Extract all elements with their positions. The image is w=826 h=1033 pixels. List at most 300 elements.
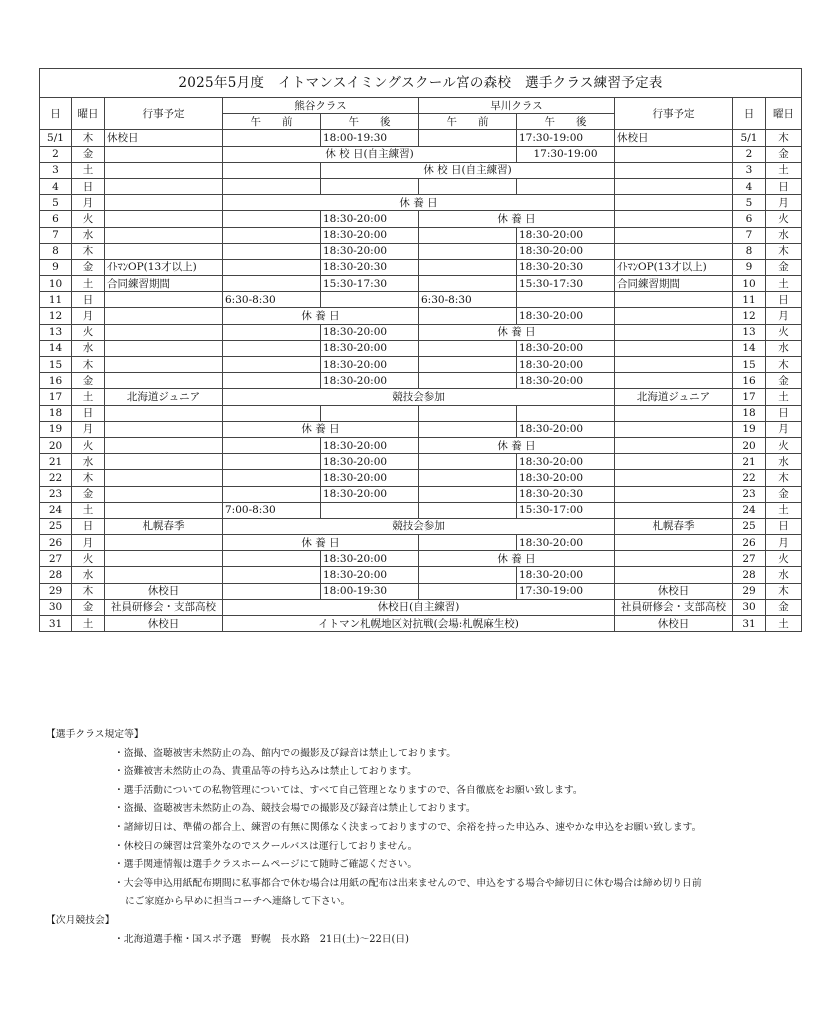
rule-item: ・盗難被害未然防止の為、貴重品等の持ち込みは禁止しております。 [114,766,417,778]
day-cell: 3 [40,162,72,178]
col-hayakawa-am: 午 前 [419,114,517,130]
kumagai-pm-cell: 18:00-19:30 [321,130,419,146]
day-cell: 27 [40,551,72,567]
next-meet-item: ・北海道選手権・国スポ予選 野幌 長水路 21日(土)～22日(日) [114,933,409,945]
closed-span-cell: 休 校 日(自主練習) [321,162,615,178]
weekday-cell: 水 [72,340,105,356]
weekday-cell: 水 [72,227,105,243]
day-right-cell: 14 [733,340,766,356]
weekday-cell: 日 [72,405,105,421]
event-cell: 合同練習期間 [105,276,223,292]
day-right-cell: 29 [733,583,766,599]
table-row [40,567,802,583]
day-cell: 31 [40,616,72,632]
day-cell: 30 [40,599,72,615]
weekday-right-cell: 月 [766,195,802,211]
event-cell [105,535,223,551]
event-right-cell [615,308,733,324]
day-right-cell: 18 [733,405,766,421]
hayakawa-pm-cell: 18:30-20:00 [517,308,615,324]
table-row [40,178,802,194]
event-cell [105,211,223,227]
day-right-cell: 31 [733,616,766,632]
kumagai-pm-cell [321,292,419,308]
table-row [40,243,802,259]
hayakawa-am-cell [419,178,517,194]
day-right-cell: 26 [733,535,766,551]
event-right-cell [615,162,733,178]
event-cell [105,243,223,259]
day-cell: 5/1 [40,130,72,146]
day-right-cell: 22 [733,470,766,486]
event-cell [105,357,223,373]
event-right-cell [615,502,733,518]
weekday-cell: 金 [72,259,105,275]
hayakawa-pm-cell: 18:30-20:00 [517,373,615,389]
hayakawa-am-cell [419,535,517,551]
all-classes-cell: 競技会参加 [223,389,615,405]
kumagai-am-cell [223,470,321,486]
day-right-cell: 20 [733,437,766,453]
kumagai-pm-cell: 18:30-20:00 [321,340,419,356]
weekday-cell: 水 [72,567,105,583]
day-cell: 13 [40,324,72,340]
kumagai-am-cell [223,243,321,259]
event-cell [105,486,223,502]
table-row [40,373,802,389]
day-right-cell: 17 [733,389,766,405]
event-right-cell [615,535,733,551]
hayakawa-pm-cell: 17:30-19:00 [517,583,615,599]
table-row [40,340,802,356]
hayakawa-pm-cell: 15:30-17:00 [517,502,615,518]
hayakawa-pm-cell [517,292,615,308]
kumagai-am-cell: 6:30-8:30 [223,292,321,308]
day-cell: 21 [40,454,72,470]
kumagai-am-cell [223,130,321,146]
weekday-cell: 木 [72,470,105,486]
col-weekday-right: 曜日 [766,98,802,130]
day-right-cell: 2 [733,146,766,162]
weekday-right-cell: 金 [766,259,802,275]
kumagai-am-cell [223,357,321,373]
day-cell: 20 [40,437,72,453]
event-right-cell [615,146,733,162]
weekday-right-cell: 水 [766,454,802,470]
table-row [40,259,802,275]
day-right-cell: 25 [733,518,766,534]
event-right-cell [615,567,733,583]
hayakawa-pm-cell [517,178,615,194]
day-cell: 25 [40,518,72,534]
weekday-right-cell: 土 [766,389,802,405]
day-cell: 12 [40,308,72,324]
kumagai-am-cell [223,178,321,194]
weekday-cell: 月 [72,308,105,324]
event-cell: 北海道ジュニア [105,389,223,405]
hayakawa-rest-cell: 休 養 日 [419,211,615,227]
hayakawa-am-cell: 6:30-8:30 [419,292,517,308]
day-right-cell: 12 [733,308,766,324]
weekday-cell: 日 [72,178,105,194]
event-cell [105,308,223,324]
kumagai-pm-cell [321,178,419,194]
hayakawa-pm-cell: 15:30-17:30 [517,276,615,292]
table-row [40,211,802,227]
day-right-cell: 10 [733,276,766,292]
hayakawa-am-cell [419,373,517,389]
event-cell [105,178,223,194]
kumagai-am-cell [223,454,321,470]
day-right-cell: 27 [733,551,766,567]
day-cell: 19 [40,421,72,437]
hayakawa-pm-cell: 18:30-20:00 [517,340,615,356]
hayakawa-pm-cell: 18:30-20:00 [517,243,615,259]
event-right-cell [615,454,733,470]
hayakawa-am-cell [419,567,517,583]
all-classes-cell: 休校日(自主練習) [223,599,615,615]
weekday-right-cell: 日 [766,518,802,534]
day-cell: 17 [40,389,72,405]
day-right-cell: 23 [733,486,766,502]
event-right-cell [615,486,733,502]
kumagai-am-cell [223,567,321,583]
weekday-right-cell: 金 [766,486,802,502]
weekday-cell: 日 [72,292,105,308]
kumagai-pm-cell: 18:00-19:30 [321,583,419,599]
event-cell [105,421,223,437]
event-right-cell: 社員研修会・支部高校 [615,599,733,615]
event-right-cell [615,292,733,308]
weekday-cell: 月 [72,421,105,437]
event-cell [105,373,223,389]
weekday-right-cell: 火 [766,211,802,227]
event-cell [105,567,223,583]
event-right-cell: 札幌春季 [615,518,733,534]
hayakawa-pm-cell: 18:30-20:00 [517,567,615,583]
event-cell: 休校日 [105,130,223,146]
event-right-cell [615,405,733,421]
hayakawa-am-cell [419,405,517,421]
kumagai-pm-cell: 18:30-20:00 [321,486,419,502]
event-right-cell: 休校日 [615,583,733,599]
weekday-right-cell: 木 [766,470,802,486]
weekday-cell: 水 [72,454,105,470]
col-hayakawa: 早川クラス [419,98,615,114]
kumagai-pm-cell: 18:30-20:00 [321,551,419,567]
weekday-cell: 木 [72,357,105,373]
event-cell: 札幌春季 [105,518,223,534]
col-kumagai-am: 午 前 [223,114,321,130]
weekday-cell: 土 [72,162,105,178]
rules-heading: 【選手クラス規定等】 [46,729,144,740]
kumagai-pm-cell: 18:30-20:00 [321,567,419,583]
event-cell: 休校日 [105,616,223,632]
weekday-cell: 金 [72,486,105,502]
col-day-right: 日 [733,98,766,130]
weekday-cell: 月 [72,535,105,551]
kumagai-am-cell [223,583,321,599]
weekday-right-cell: 木 [766,583,802,599]
hayakawa-pm-cell: 18:30-20:00 [517,227,615,243]
table-row [40,324,802,340]
weekday-right-cell: 火 [766,551,802,567]
day-cell: 26 [40,535,72,551]
hayakawa-am-cell [419,421,517,437]
weekday-right-cell: 火 [766,324,802,340]
table-row [40,146,802,162]
hayakawa-pm-cell: 18:30-20:00 [517,357,615,373]
table-row [40,276,802,292]
weekday-right-cell: 日 [766,292,802,308]
hayakawa-am-cell [419,502,517,518]
event-right-cell: 北海道ジュニア [615,389,733,405]
table-row [40,616,802,632]
event-right-cell: 休校日 [615,616,733,632]
weekday-right-cell: 木 [766,243,802,259]
kumagai-am-cell: 7:00-8:30 [223,502,321,518]
table-row [40,130,802,146]
event-cell: 社員研修会・支部高校 [105,599,223,615]
kumagai-am-cell [223,259,321,275]
day-right-cell: 8 [733,243,766,259]
day-cell: 29 [40,583,72,599]
day-right-cell: 16 [733,373,766,389]
rule-item: ・大会等申込用紙配布期間に私事都合で休む場合は用紙の配布は出来ませんので、申込をする場合や締切日に休む場合は締め切り日前 [114,877,702,889]
weekday-cell: 金 [72,599,105,615]
day-right-cell: 19 [733,421,766,437]
rule-item: ・盗撮、盗聴被害未然防止の為、競技会場での撮影及び録音は禁止しております。 [114,803,476,815]
closed-span-cell: 休 校 日(自主練習) [223,146,517,162]
day-cell: 9 [40,259,72,275]
hayakawa-pm-cell: 18:30-20:00 [517,454,615,470]
hayakawa-rest-cell: 休 養 日 [419,437,615,453]
hayakawa-am-cell [419,276,517,292]
event-right-cell: 休校日 [615,130,733,146]
event-right-cell [615,227,733,243]
rules-continuation: にご家庭から早めに担当コーチへ連絡して下さい。 [125,896,351,908]
all-classes-cell: 休 養 日 [223,195,615,211]
day-cell: 15 [40,357,72,373]
table-row [40,551,802,567]
day-right-cell: 28 [733,567,766,583]
weekday-right-cell: 月 [766,535,802,551]
weekday-right-cell: 火 [766,437,802,453]
all-classes-cell: 競技会参加 [223,518,615,534]
hayakawa-am-cell [419,340,517,356]
weekday-cell: 土 [72,616,105,632]
hayakawa-rest-cell: 休 養 日 [419,324,615,340]
day-cell: 6 [40,211,72,227]
weekday-cell: 火 [72,324,105,340]
table-row [40,308,802,324]
day-cell: 28 [40,567,72,583]
day-right-cell: 5 [733,195,766,211]
day-cell: 23 [40,486,72,502]
event-right-cell [615,178,733,194]
hayakawa-am-cell [419,454,517,470]
col-day: 日 [40,98,72,130]
hayakawa-am-cell [419,130,517,146]
event-right-cell [615,421,733,437]
all-classes-cell: イトマン札幌地区対抗戦(会場:札幌麻生校) [223,616,615,632]
day-cell: 14 [40,340,72,356]
kumagai-am-cell [223,437,321,453]
kumagai-pm-cell: 18:30-20:00 [321,373,419,389]
schedule-table [39,68,802,632]
kumagai-am-cell [223,227,321,243]
hayakawa-pm-cell: 18:30-20:30 [517,486,615,502]
kumagai-am-cell [223,373,321,389]
notes [46,726,806,949]
kumagai-am-cell [223,551,321,567]
event-cell [105,340,223,356]
day-cell: 10 [40,276,72,292]
event-cell [105,405,223,421]
hayakawa-am-cell [419,259,517,275]
event-cell: 休校日 [105,583,223,599]
kumagai-am-cell [223,486,321,502]
hayakawa-rest-cell: 休 養 日 [419,551,615,567]
weekday-cell: 土 [72,502,105,518]
table-row [40,502,802,518]
day-cell: 18 [40,405,72,421]
rule-item: ・選手活動についての私物管理については、すべて自己管理となりますので、各自徹底をお願い致します。 [114,784,583,796]
col-weekday: 曜日 [72,98,105,130]
hayakawa-am-cell [419,583,517,599]
day-right-cell: 5/1 [733,130,766,146]
table-row [40,421,802,437]
hayakawa-am-cell [419,470,517,486]
kumagai-pm-cell: 18:30-20:00 [321,454,419,470]
day-right-cell: 15 [733,357,766,373]
kumagai-pm-cell: 18:30-20:00 [321,227,419,243]
hayakawa-pm-cell: 18:30-20:00 [517,535,615,551]
kumagai-am-cell [223,211,321,227]
hayakawa-pm-cell [517,405,615,421]
table-row [40,486,802,502]
rule-item: ・選手関連情報は選手クラスホームページにて随時ご確認ください。 [114,859,418,871]
day-cell: 4 [40,178,72,194]
weekday-right-cell: 金 [766,146,802,162]
day-cell: 22 [40,470,72,486]
hayakawa-am-cell [419,308,517,324]
event-right-cell [615,551,733,567]
weekday-right-cell: 土 [766,616,802,632]
weekday-right-cell: 月 [766,308,802,324]
kumagai-pm-cell: 18:30-20:00 [321,243,419,259]
weekday-right-cell: 日 [766,405,802,421]
weekday-cell: 土 [72,276,105,292]
hayakawa-pm-cell: 17:30-19:00 [517,146,615,162]
weekday-right-cell: 金 [766,373,802,389]
hayakawa-am-cell [419,486,517,502]
kumagai-pm-cell: 18:30-20:00 [321,437,419,453]
event-cell [105,324,223,340]
kumagai-pm-cell: 18:30-20:00 [321,470,419,486]
weekday-right-cell: 金 [766,599,802,615]
weekday-cell: 火 [72,211,105,227]
kumagai-pm-cell: 18:30-20:30 [321,259,419,275]
event-right-cell [615,470,733,486]
table-row [40,227,802,243]
day-cell: 7 [40,227,72,243]
table-row [40,454,802,470]
kumagai-pm-cell: 18:30-20:00 [321,211,419,227]
event-cell: ｲﾄﾏﾝOP(13才以上) [105,259,223,275]
event-cell [105,502,223,518]
weekday-cell: 火 [72,551,105,567]
table-row [40,357,802,373]
event-cell [105,437,223,453]
day-right-cell: 7 [733,227,766,243]
kumagai-am-cell [223,162,321,178]
day-right-cell: 11 [733,292,766,308]
hayakawa-am-cell [419,227,517,243]
col-events: 行事予定 [105,98,223,130]
weekday-cell: 金 [72,373,105,389]
weekday-right-cell: 水 [766,340,802,356]
rule-item: ・休校日の練習は営業外なのでスクールバスは運行しておりません。 [114,840,418,852]
table-row [40,195,802,211]
event-right-cell [615,357,733,373]
hayakawa-am-cell [419,243,517,259]
col-hayakawa-pm: 午 後 [517,114,615,130]
kumagai-pm-cell [321,502,419,518]
weekday-right-cell: 水 [766,227,802,243]
table-row [40,518,802,534]
col-kumagai: 熊谷クラス [223,98,419,114]
weekday-right-cell: 水 [766,567,802,583]
table-row [40,405,802,421]
kumagai-pm-cell: 18:30-20:00 [321,324,419,340]
kumagai-am-cell [223,324,321,340]
event-right-cell [615,243,733,259]
col-events-right: 行事予定 [615,98,733,130]
table-row [40,389,802,405]
kumagai-rest-cell: 休 養 日 [223,308,419,324]
day-right-cell: 3 [733,162,766,178]
event-right-cell: 合同練習期間 [615,276,733,292]
kumagai-pm-cell: 18:30-20:00 [321,357,419,373]
weekday-cell: 木 [72,243,105,259]
weekday-right-cell: 土 [766,162,802,178]
weekday-right-cell: 木 [766,130,802,146]
hayakawa-am-cell [419,357,517,373]
kumagai-pm-cell [321,405,419,421]
day-cell: 24 [40,502,72,518]
table-row [40,583,802,599]
event-cell [105,551,223,567]
event-right-cell [615,437,733,453]
day-cell: 16 [40,373,72,389]
table-row [40,599,802,615]
weekday-right-cell: 月 [766,421,802,437]
weekday-cell: 月 [72,195,105,211]
day-right-cell: 13 [733,324,766,340]
kumagai-am-cell [223,340,321,356]
day-right-cell: 24 [733,502,766,518]
event-right-cell [615,373,733,389]
day-cell: 5 [40,195,72,211]
kumagai-am-cell [223,405,321,421]
page-title: 2025年5月度 イトマンスイミングスクール宮の森校 選手クラス練習予定表 [40,69,802,98]
day-cell: 11 [40,292,72,308]
hayakawa-pm-cell: 18:30-20:30 [517,259,615,275]
event-cell [105,227,223,243]
table-row [40,535,802,551]
day-cell: 2 [40,146,72,162]
